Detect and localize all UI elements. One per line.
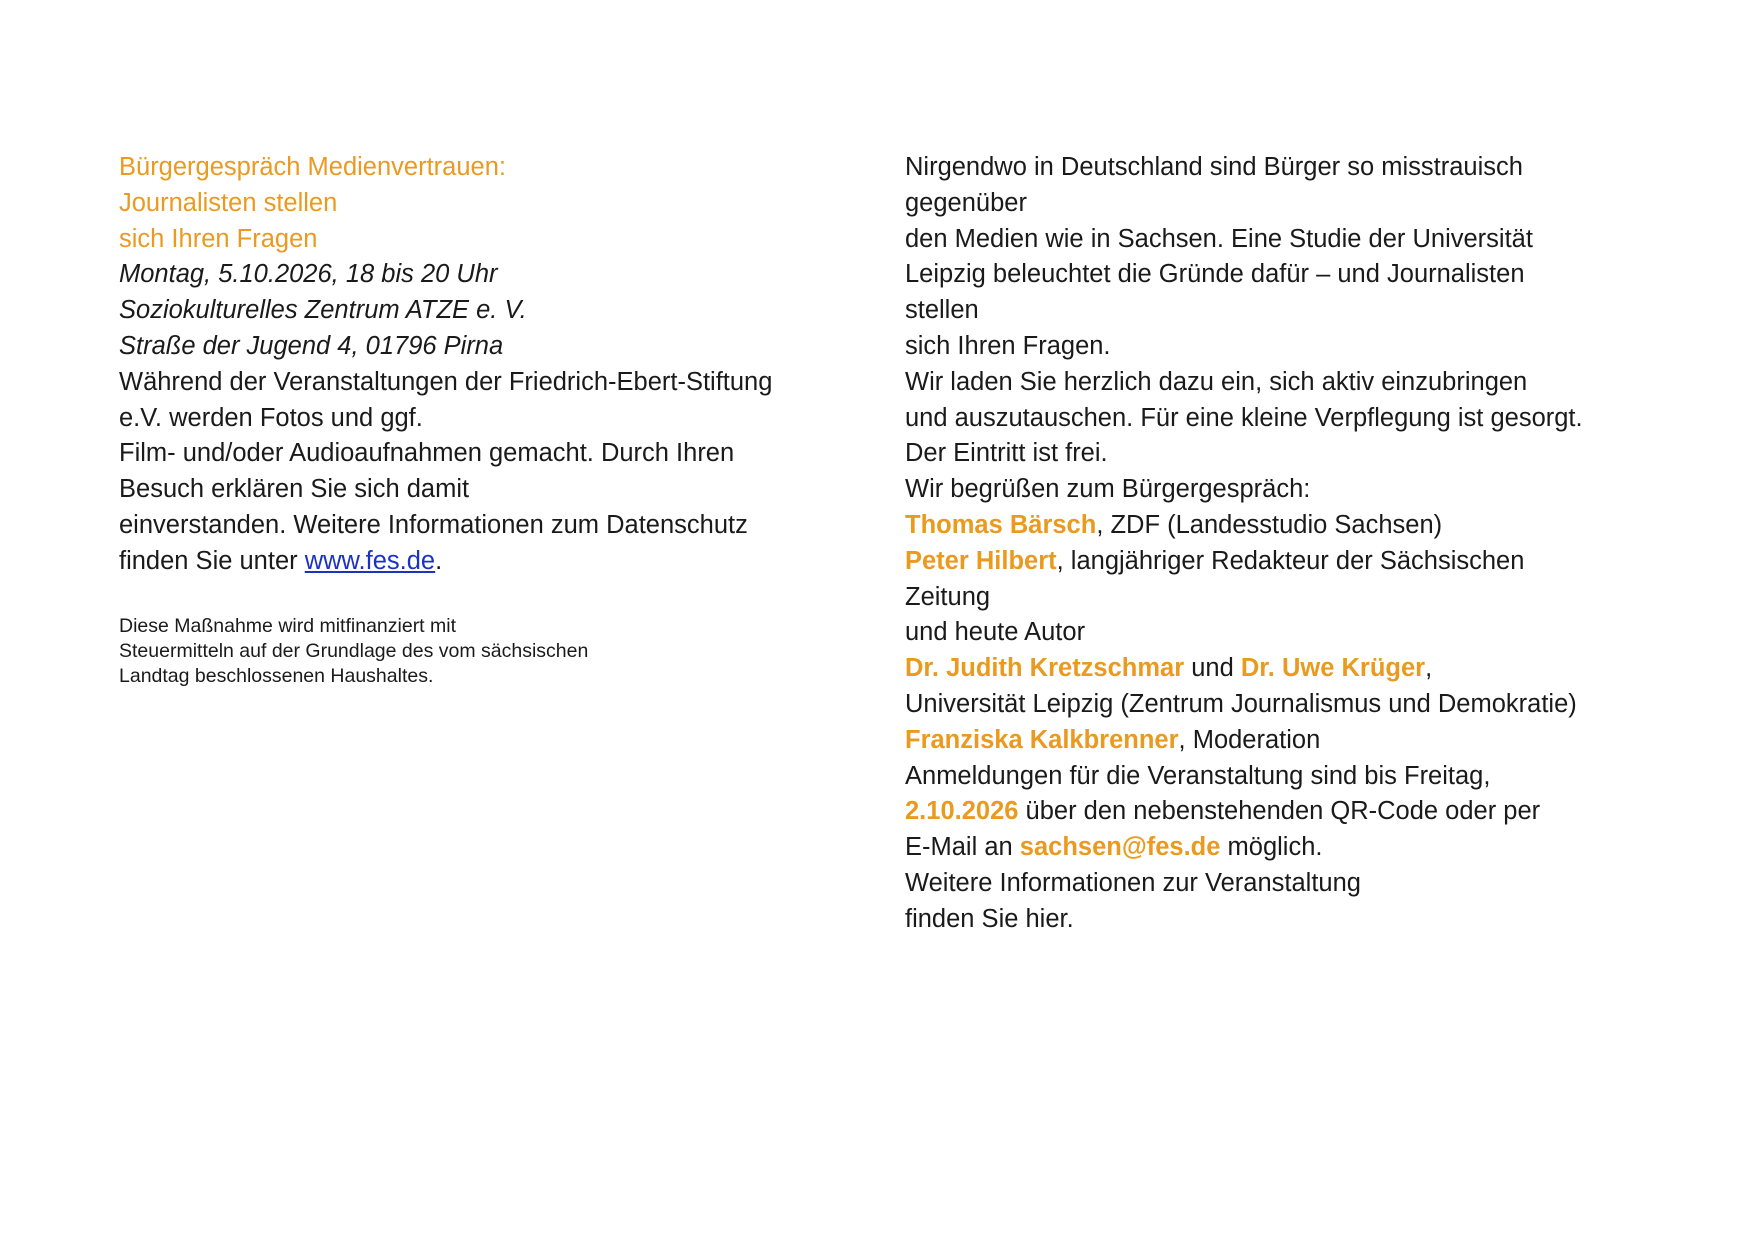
event-address: Straße der Jugend 4, 01796 Pirna	[119, 331, 504, 360]
registration-email-suffix: möglich.	[1220, 833, 1323, 862]
funding-note	[119, 614, 719, 689]
guests-kretzschmar-krueger-role: Universität Leipzig (Zentrum Journalismus und Demokratie)	[905, 689, 1577, 718]
guests-kretzschmar-krueger	[905, 651, 1645, 687]
privacy-link-prefix: finden Sie unter	[119, 546, 305, 575]
privacy-notice-line-4: Besuch erklären Sie sich damit	[119, 475, 470, 504]
registration-email-prefix: E-Mail an	[905, 833, 1020, 862]
registration-text: über den nebenstehenden QR-Code oder per	[1018, 797, 1541, 826]
registration-email[interactable]: sachsen@fes.de	[1019, 833, 1221, 862]
intro-line-10: Wir begrüßen zum Bürgergespräch:	[905, 475, 1311, 504]
intro-line-3: den Medien wie in Sachsen. Eine Studie der Universität	[905, 224, 1533, 253]
guest-role: , langjähriger Redakteur der Sächsischen	[1056, 546, 1525, 575]
guest-name: Franziska Kalkbrenner	[905, 725, 1179, 754]
guest-kalkbrenner	[905, 723, 1645, 759]
guest-role: , Moderation	[1178, 725, 1321, 754]
guest-role: , ZDF (Landesstudio Sachsen)	[1096, 510, 1443, 539]
guest-hilbert-role-line-2: Zeitung	[905, 582, 991, 611]
guest-name: Peter Hilbert	[905, 546, 1057, 575]
event-title-line-2: Journalisten stellen	[119, 188, 338, 217]
guest-name: Thomas Bärsch	[905, 510, 1097, 539]
privacy-link-suffix: .	[435, 546, 443, 575]
guest-comma: ,	[1425, 654, 1433, 683]
guest-name: Dr. Uwe Krüger	[1240, 654, 1426, 683]
privacy-notice-line-5: einverstanden. Weitere Informationen zum Datenschutz	[119, 510, 748, 539]
intro-line-5: stellen	[905, 296, 979, 325]
event-venue: Soziokulturelles Zentrum ATZE e. V.	[119, 296, 527, 325]
intro-line-2: gegenüber	[905, 188, 1027, 217]
privacy-notice-line-1: Während der Veranstaltungen der Friedrich-Ebert-Stiftung	[119, 367, 773, 396]
left-column	[119, 150, 859, 580]
event-date: Montag, 5.10.2026, 18 bis 20 Uhr	[119, 260, 498, 289]
more-info-line-2: finden Sie hier.	[905, 904, 1074, 933]
funding-note-line-1: Diese Maßnahme wird mitfinanziert mit	[119, 615, 457, 637]
privacy-notice-line-6	[119, 544, 859, 580]
guest-and: und	[1184, 654, 1241, 683]
intro-line-6: sich Ihren Fragen.	[905, 331, 1111, 360]
fes-website-link[interactable]: www.fes.de	[304, 546, 436, 575]
right-column	[905, 150, 1645, 938]
registration-line-1: Anmeldungen für die Veranstaltung sind bis Freitag,	[905, 761, 1491, 790]
intro-line-8: und auszutauschen. Für eine kleine Verpflegung ist gesorgt.	[905, 403, 1583, 432]
more-info-line-1: Weitere Informationen zur Veranstaltung	[905, 868, 1361, 897]
intro-line-9: Der Eintritt ist frei.	[905, 439, 1108, 468]
intro-line-4: Leipzig beleuchtet die Gründe dafür – und Journalisten	[905, 260, 1525, 289]
event-title-line-1: Bürgergespräch Medienvertrauen:	[119, 153, 506, 181]
privacy-notice-line-3: Film- und/oder Audioaufnahmen gemacht. Durch Ihren	[119, 439, 735, 468]
funding-note-line-3: Landtag beschlossenen Haushaltes.	[119, 665, 434, 687]
guest-hilbert-role-line-3: und heute Autor	[905, 618, 1086, 647]
guest-name: Dr. Judith Kretzschmar	[905, 654, 1185, 683]
registration-line-2	[905, 794, 1645, 830]
funding-note-line-2: Steuermitteln auf der Grundlage des vom sächsischen	[119, 640, 589, 662]
registration-deadline: 2.10.2026	[905, 797, 1019, 826]
event-title-line-3: sich Ihren Fragen	[119, 224, 318, 253]
registration-line-3	[905, 830, 1645, 866]
intro-line-1: Nirgendwo in Deutschland sind Bürger so misstrauisch	[905, 153, 1523, 181]
privacy-notice-line-2: e.V. werden Fotos und ggf.	[119, 403, 423, 432]
guest-bärsch	[905, 508, 1645, 544]
intro-line-7: Wir laden Sie herzlich dazu ein, sich aktiv einzubringen	[905, 367, 1528, 396]
guest-hilbert	[905, 544, 1645, 580]
